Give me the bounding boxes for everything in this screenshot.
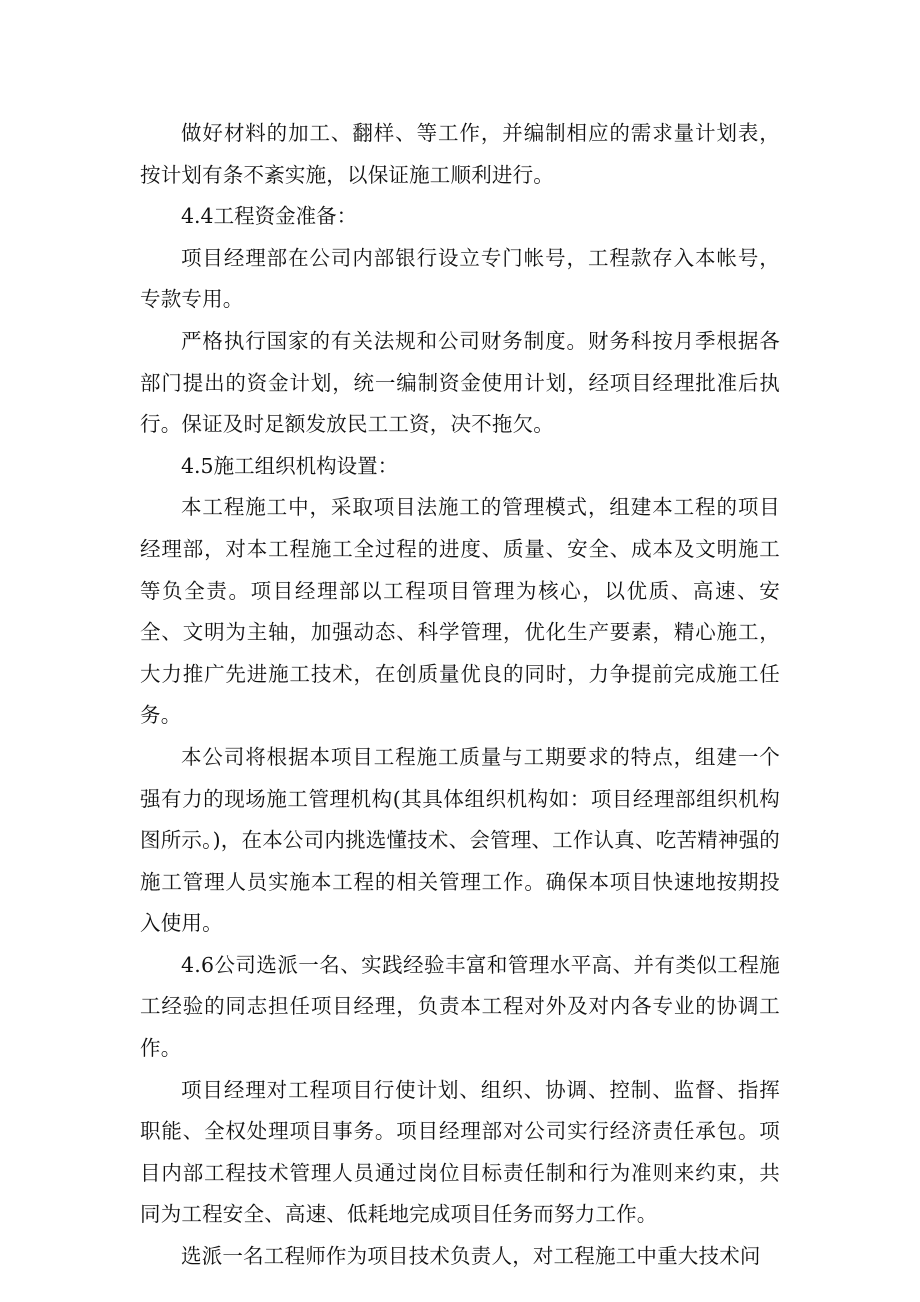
section-heading-funds: 4.4工程资金准备： bbox=[181, 204, 358, 229]
paragraph-project-manager-duties: 项目经理对工程项目行使计划、组织、协调、控制、监督、指挥职能、全权处理项目事务。项目经理部对公司实行经济责任承包。项目内部工程技术管理人员通过岗位目标责任制和行为准则来约束，共同为工程安全、高速、低耗地完成项目任务而努力工作。 bbox=[140, 1077, 780, 1227]
paragraph-management-agency: 本公司将根据本项目工程施工质量与工期要求的特点，组建一个强有力的现场施工管理机构(其具体组织机构如：项目经理部组织机构图所示。)，在本公司内挑选懂技术、会管理、工作认真、吃苦精神强的施工管理人员实施本工程的相关管理工作。确保本项目快速地按期投入使用。 bbox=[140, 744, 780, 936]
paragraph-bank-account: 项目经理部在公司内部银行设立专门帐号，工程款存入本帐号，专款专用。 bbox=[140, 245, 780, 312]
document-body bbox=[140, 113, 780, 1278]
paragraph-material-processing: 做好材料的加工、翻样、等工作，并编制相应的需求量计划表，按计划有条不紊实施，以保证施工顺利进行。 bbox=[140, 121, 780, 187]
section-heading-organization: 4.5施工组织机构设置： bbox=[181, 453, 399, 478]
paragraph-technical-lead: 选派一名工程师作为项目技术负责人，对工程施工中重大技术问 bbox=[181, 1244, 761, 1269]
paragraph-management-mode: 本工程施工中，采取项目法施工的管理模式，组建本工程的项目经理部，对本工程施工全过程的进度、质量、安全、成本及文明施工等负全责。项目经理部以工程项目管理为核心，以优质、高速、安全、文明为主轴，加强动态、科学管理，优化生产要素，精心施工，大力推广先进施工技术，在创质量优良的同时，力争提前完成施工任务。 bbox=[140, 495, 780, 728]
paragraph-finance-rules: 严格执行国家的有关法规和公司财务制度。财务科按月季根据各部门提出的资金计划，统一编制资金使用计划，经项目经理批准后执行。保证及时足额发放民工工资，决不拖欠。 bbox=[140, 328, 780, 437]
paragraph-project-manager-selection: 4.6公司选派一名、实践经验丰富和管理水平高、并有类似工程施工经验的同志担任项目经理，负责本工程对外及对内各专业的协调工作。 bbox=[140, 952, 780, 1061]
